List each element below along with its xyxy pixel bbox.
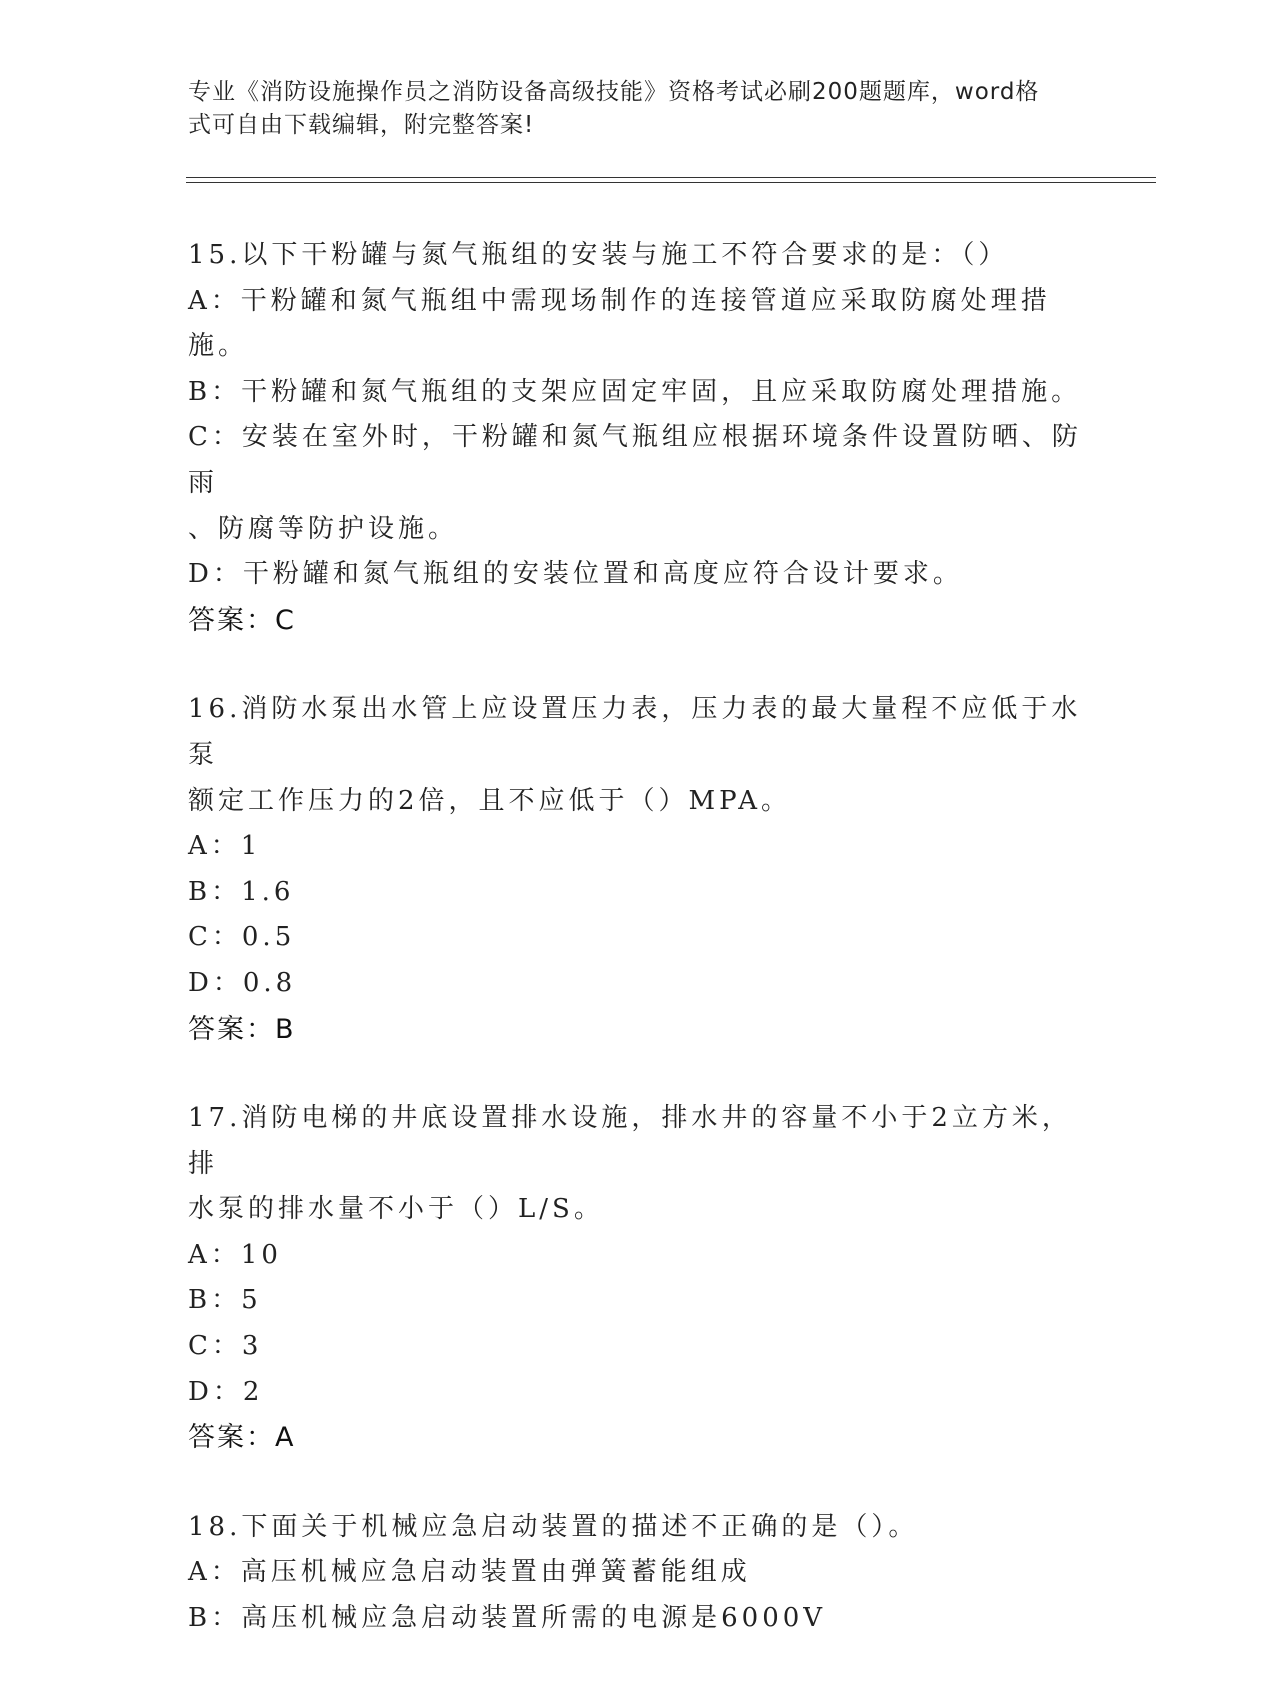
answer-option [188,1550,1088,1596]
answer-option-line: B：高压机械应急启动装置所需的电源是6000V [188,1603,827,1634]
answer-option [188,1370,1088,1416]
answer-option [188,1596,1088,1642]
answer-option-line: D：干粉罐和氮气瓶组的安装位置和高度应符合设计要求。 [188,559,963,590]
answer-option-line: C：0.5 [188,922,296,953]
answer-option [188,824,1088,870]
answer-option [188,370,1088,416]
answer-option-line: C：3 [188,1331,263,1362]
question-4 [188,1505,1088,1642]
answer-option [188,1233,1088,1279]
question-stem-line: 16.消防水泵出水管上应设置压力表，压力表的最大量程不应低于水泵 [188,694,1082,770]
question-2 [188,687,1088,1052]
header-rule-top [186,177,1156,178]
answer-option [188,1324,1088,1370]
answer-key: 答案：A [188,1422,296,1454]
answer-option-line: A：高压机械应急启动装置由弹簧蓄能组成 [188,1557,751,1588]
answer-option-line: A：1 [188,831,262,862]
question-list [188,233,1088,1686]
question-stem-line: 17.消防电梯的井底设置排水设施，排水井的容量不小于2立方米，排 [188,1103,1072,1179]
answer-option [188,279,1088,370]
header-line-2: 式可自由下载编辑，附完整答案! [188,112,535,138]
answer-option-line: A：干粉罐和氮气瓶组中需现场制作的连接管道应采取防腐处理措施。 [188,285,1051,362]
answer-option [188,915,1088,961]
header-rule-bottom [186,182,1156,183]
answer-option-line: B：干粉罐和氮气瓶组的支架应固定牢固，且应采取防腐处理措施。 [188,376,1082,407]
question-stem-line: 15.以下干粉罐与氮气瓶组的安装与施工不符合要求的是：（） [188,240,1009,270]
document-header [188,76,1068,142]
question-3 [188,1096,1088,1461]
question-stem-line: 额定工作压力的2倍，且不应低于（）MPA。 [188,785,792,816]
answer-option-line: A：10 [188,1239,282,1270]
header-line-1: 专业《消防设施操作员之消防设备高级技能》资格考试必刷200题题库，word格 [188,79,1040,105]
question-1 [188,233,1088,643]
answer-option-line: D：0.8 [188,967,297,998]
question-stem-line: 18.下面关于机械应急启动装置的描述不正确的是（）。 [188,1511,919,1542]
answer-option [188,870,1088,916]
question-stem-line: 水泵的排水量不小于（）L/S。 [188,1194,604,1225]
answer-option-line: D：2 [188,1376,264,1407]
answer-key: 答案：C [188,604,296,636]
answer-option [188,1278,1088,1324]
answer-key: 答案：B [188,1013,296,1045]
answer-option-line: B：1.6 [188,876,295,907]
answer-option-line: 、防腐等防护设施。 [188,513,459,544]
answer-option [188,961,1088,1007]
answer-option-line: B：5 [188,1285,262,1316]
answer-option [188,552,1088,598]
answer-option [188,415,1088,552]
answer-option-line: C：安装在室外时，干粉罐和氮气瓶组应根据环境条件设置防晒、防雨 [188,422,1082,498]
